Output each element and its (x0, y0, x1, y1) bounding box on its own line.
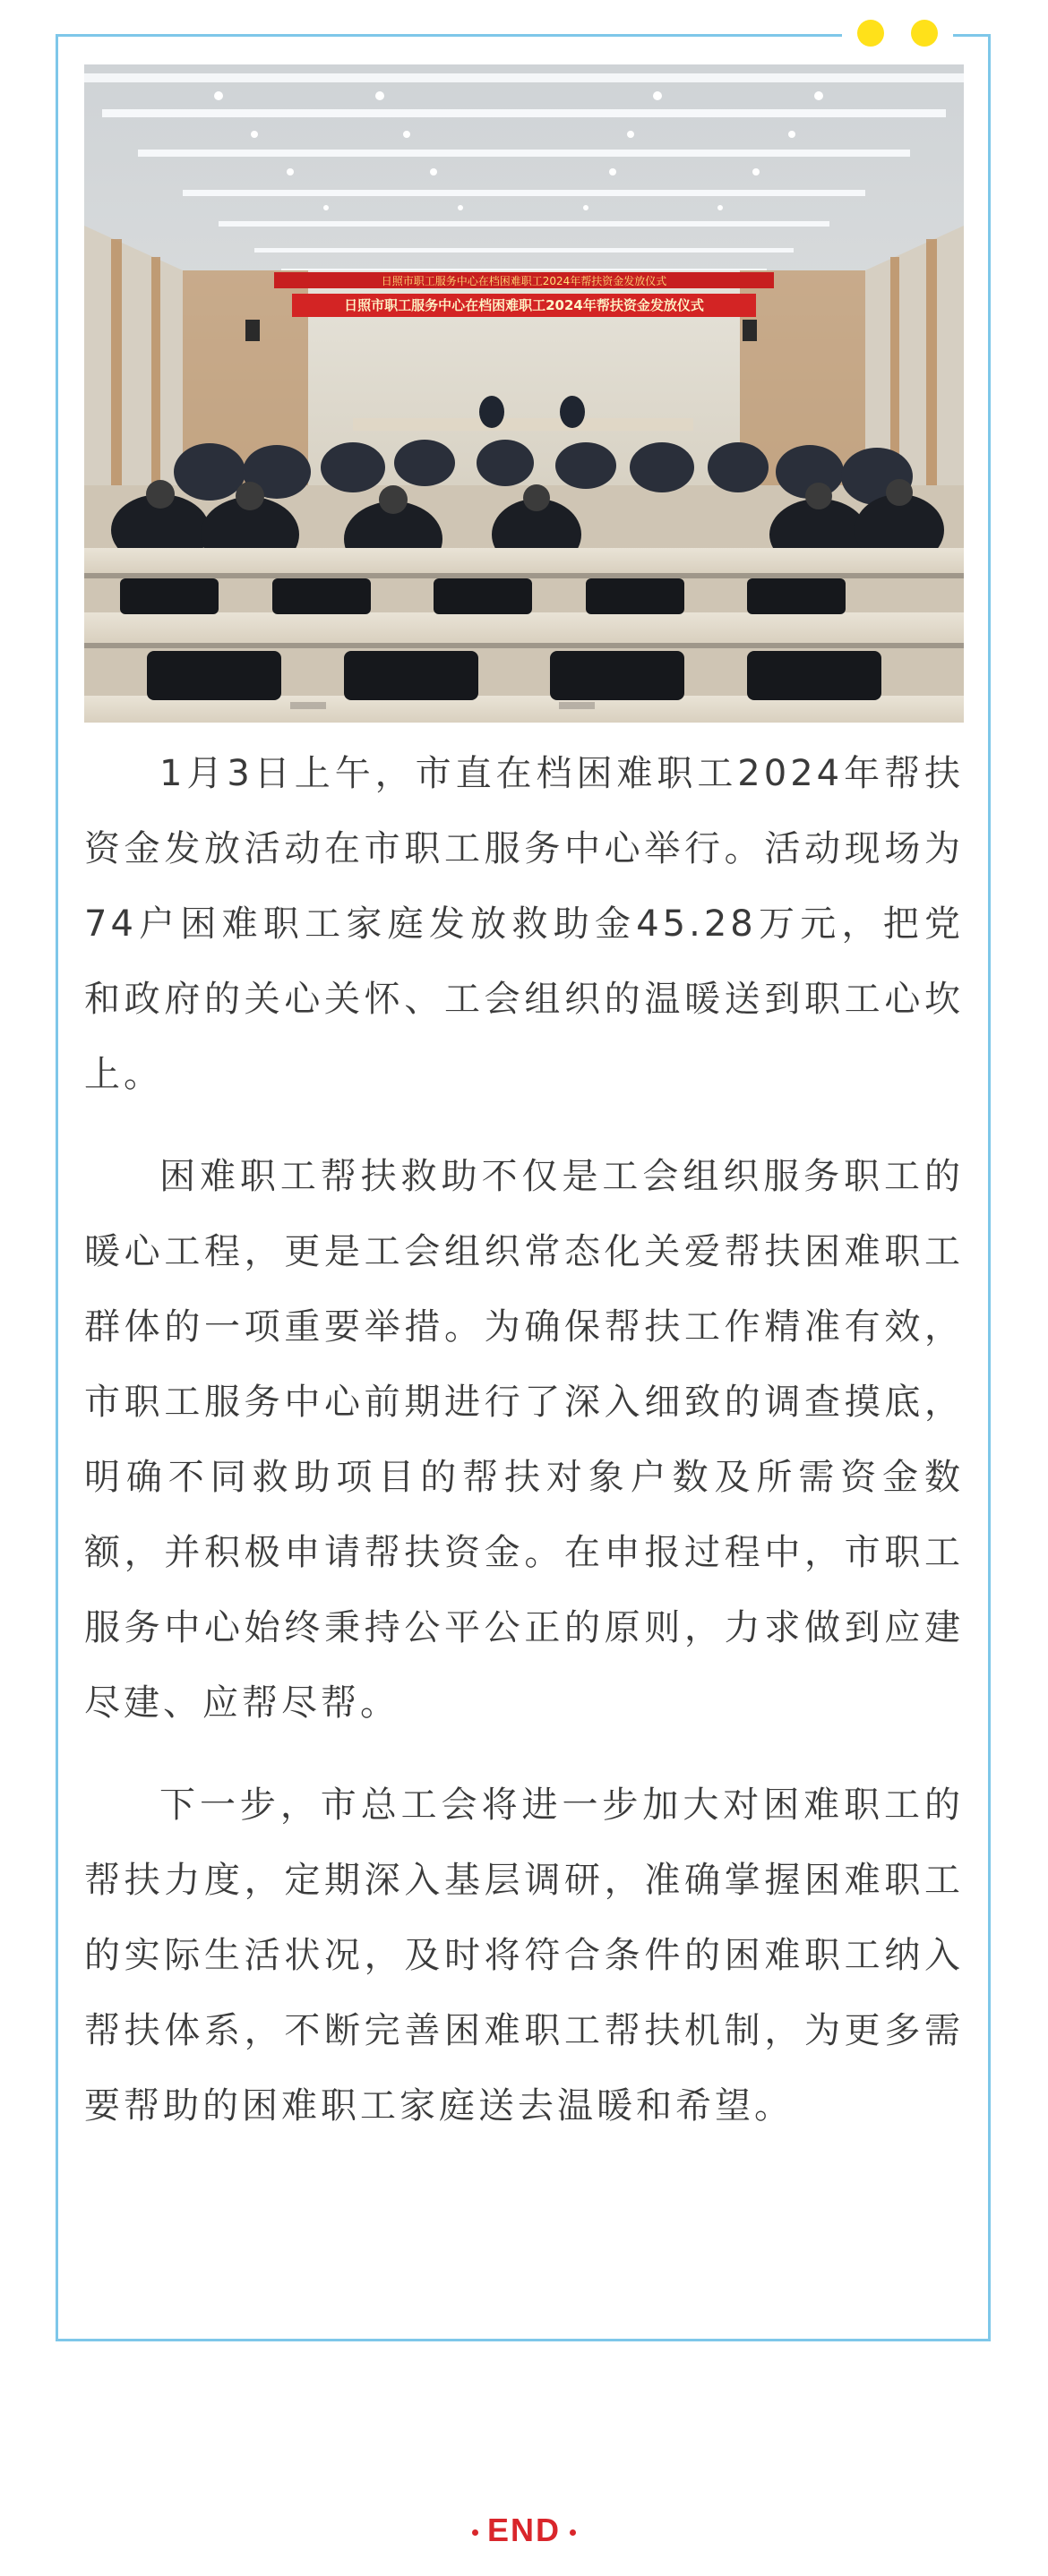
bullet-dot-icon (472, 2529, 478, 2536)
end-marker (0, 2512, 1048, 2549)
banner-line-2: 日照市职工服务中心在档困难职工2024年帮扶资金发放仪式 (344, 297, 704, 313)
decor-dot-icon (911, 20, 938, 47)
bullet-dot-icon (570, 2529, 576, 2536)
event-photo (84, 64, 964, 723)
end-label: END (486, 2512, 561, 2548)
article-paragraph: 困难职工帮扶救助不仅是工会组织服务职工的暖心工程，更是工会组织常态化关爱帮扶困难职工群体的一项重要举措。为确保帮扶工作精准有效，市职工服务中心前期进行了深入细致的调查摸底，明确不同救助项目的帮扶对象户数及所需资金数额，并积极申请帮扶资金。在申报过程中，市职工服务中心始终秉持公平公正的原则，力求做到应建尽建、应帮尽帮。 (84, 1156, 964, 1724)
article-paragraph: 1月3日上午，市直在档困难职工2024年帮扶资金发放活动在市职工服务中心举行。活动现场为74户困难职工家庭发放救助金45.28万元，把党和政府的关心关怀、工会组织的温暖送到职工心坎上。 (84, 753, 964, 1095)
banner-line-1: 日照市职工服务中心在档困难职工2024年帮扶资金发放仪式 (381, 275, 667, 287)
article-paragraph: 下一步，市总工会将进一步加大对困难职工的帮扶力度，定期深入基层调研，准确掌握困难职工的实际生活状况，及时将符合条件的困难职工纳入帮扶体系，不断完善困难职工帮扶机制，为更多需要帮助的困难职工家庭送去温暖和希望。 (84, 1784, 964, 2127)
article-body (84, 736, 964, 2170)
decor-dot-icon (857, 20, 884, 47)
